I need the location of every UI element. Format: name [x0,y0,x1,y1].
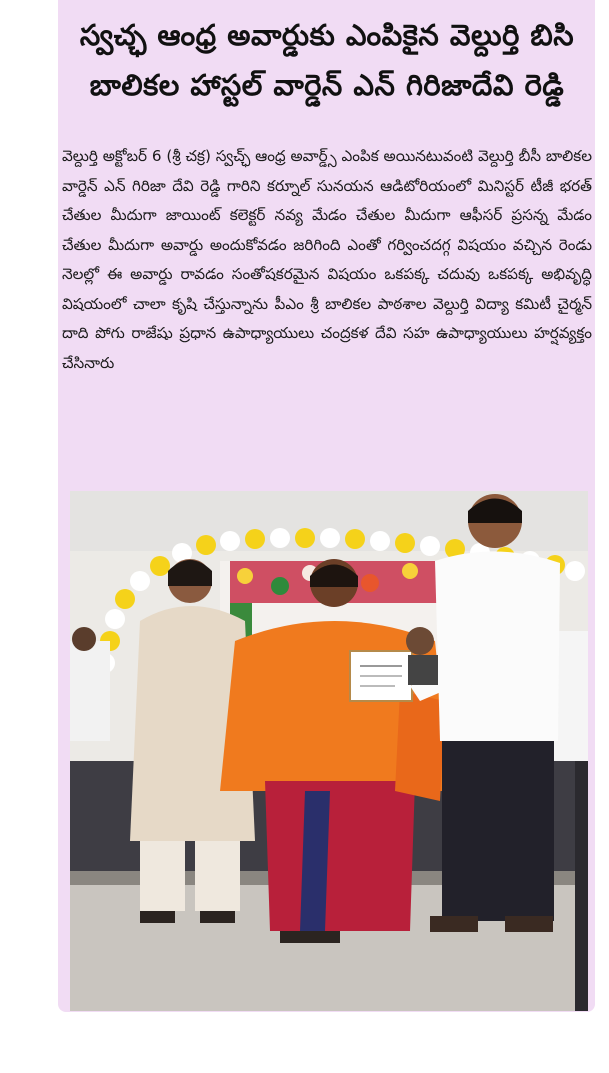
award-ceremony-photo [70,491,588,1011]
photo-illustration [70,491,588,1011]
headline [66,10,588,110]
headline-line-1: స్వచ్ఛ ఆంధ్ర అవార్డుకు ఎంపికైన వెల్దుర్తి బిసి [79,18,575,52]
headline-line-2: బాలికల హాస్టల్ వార్డెన్ ఎన్ గిరిజాదేవి రెడ్డి [89,68,565,102]
award-certificate [350,651,412,701]
article-body [62,142,592,378]
article-paragraph: వెల్దుర్తి అక్టోబర్ 6 (శ్రీ చక్ర) స్వచ్ఛ్ ఆంధ్ర అవార్డ్స్ ఎంపిక అయినటువంటి వెల్దుర్తి బీసీ బాలికల వార్డెన్ ఎన్ గిరిజా దేవి రెడ్డి గారిని కర్నూల్ సునయన ఆడిటోరియంలో మినిస్టర్ టీజీ భరత్ చేతుల మీదుగా జాయింట్ కలెక్టర్ నవ్య మేడం చేతుల మీదుగా ఆఫీసర్ ప్రసన్న మేడం చేతుల మీదుగా అవార్డు అందుకోవడం జరిగింది ఎంతో గర్వించదగ్గ విషయం వచ్చిన రెండు నెలల్లో ఈ అవార్డు రావడం సంతోషకరమైన విషయం ఒకపక్క చదువు ఒకపక్క అభివృద్ధి విషయంలో చాలా కృషి చేస్తున్నాను పీఎం శ్రీ బాలికల పాఠశాల వెల్దుర్తి విద్యా కమిటీ చైర్మన్ దాది పోగు రాజేషు ప్రధాన ఉపాధ్యాయులు చంద్రకళ దేవి సహ ఉపాధ్యాయులు హర్షవ్యక్తం చేసినారు [62,147,592,372]
